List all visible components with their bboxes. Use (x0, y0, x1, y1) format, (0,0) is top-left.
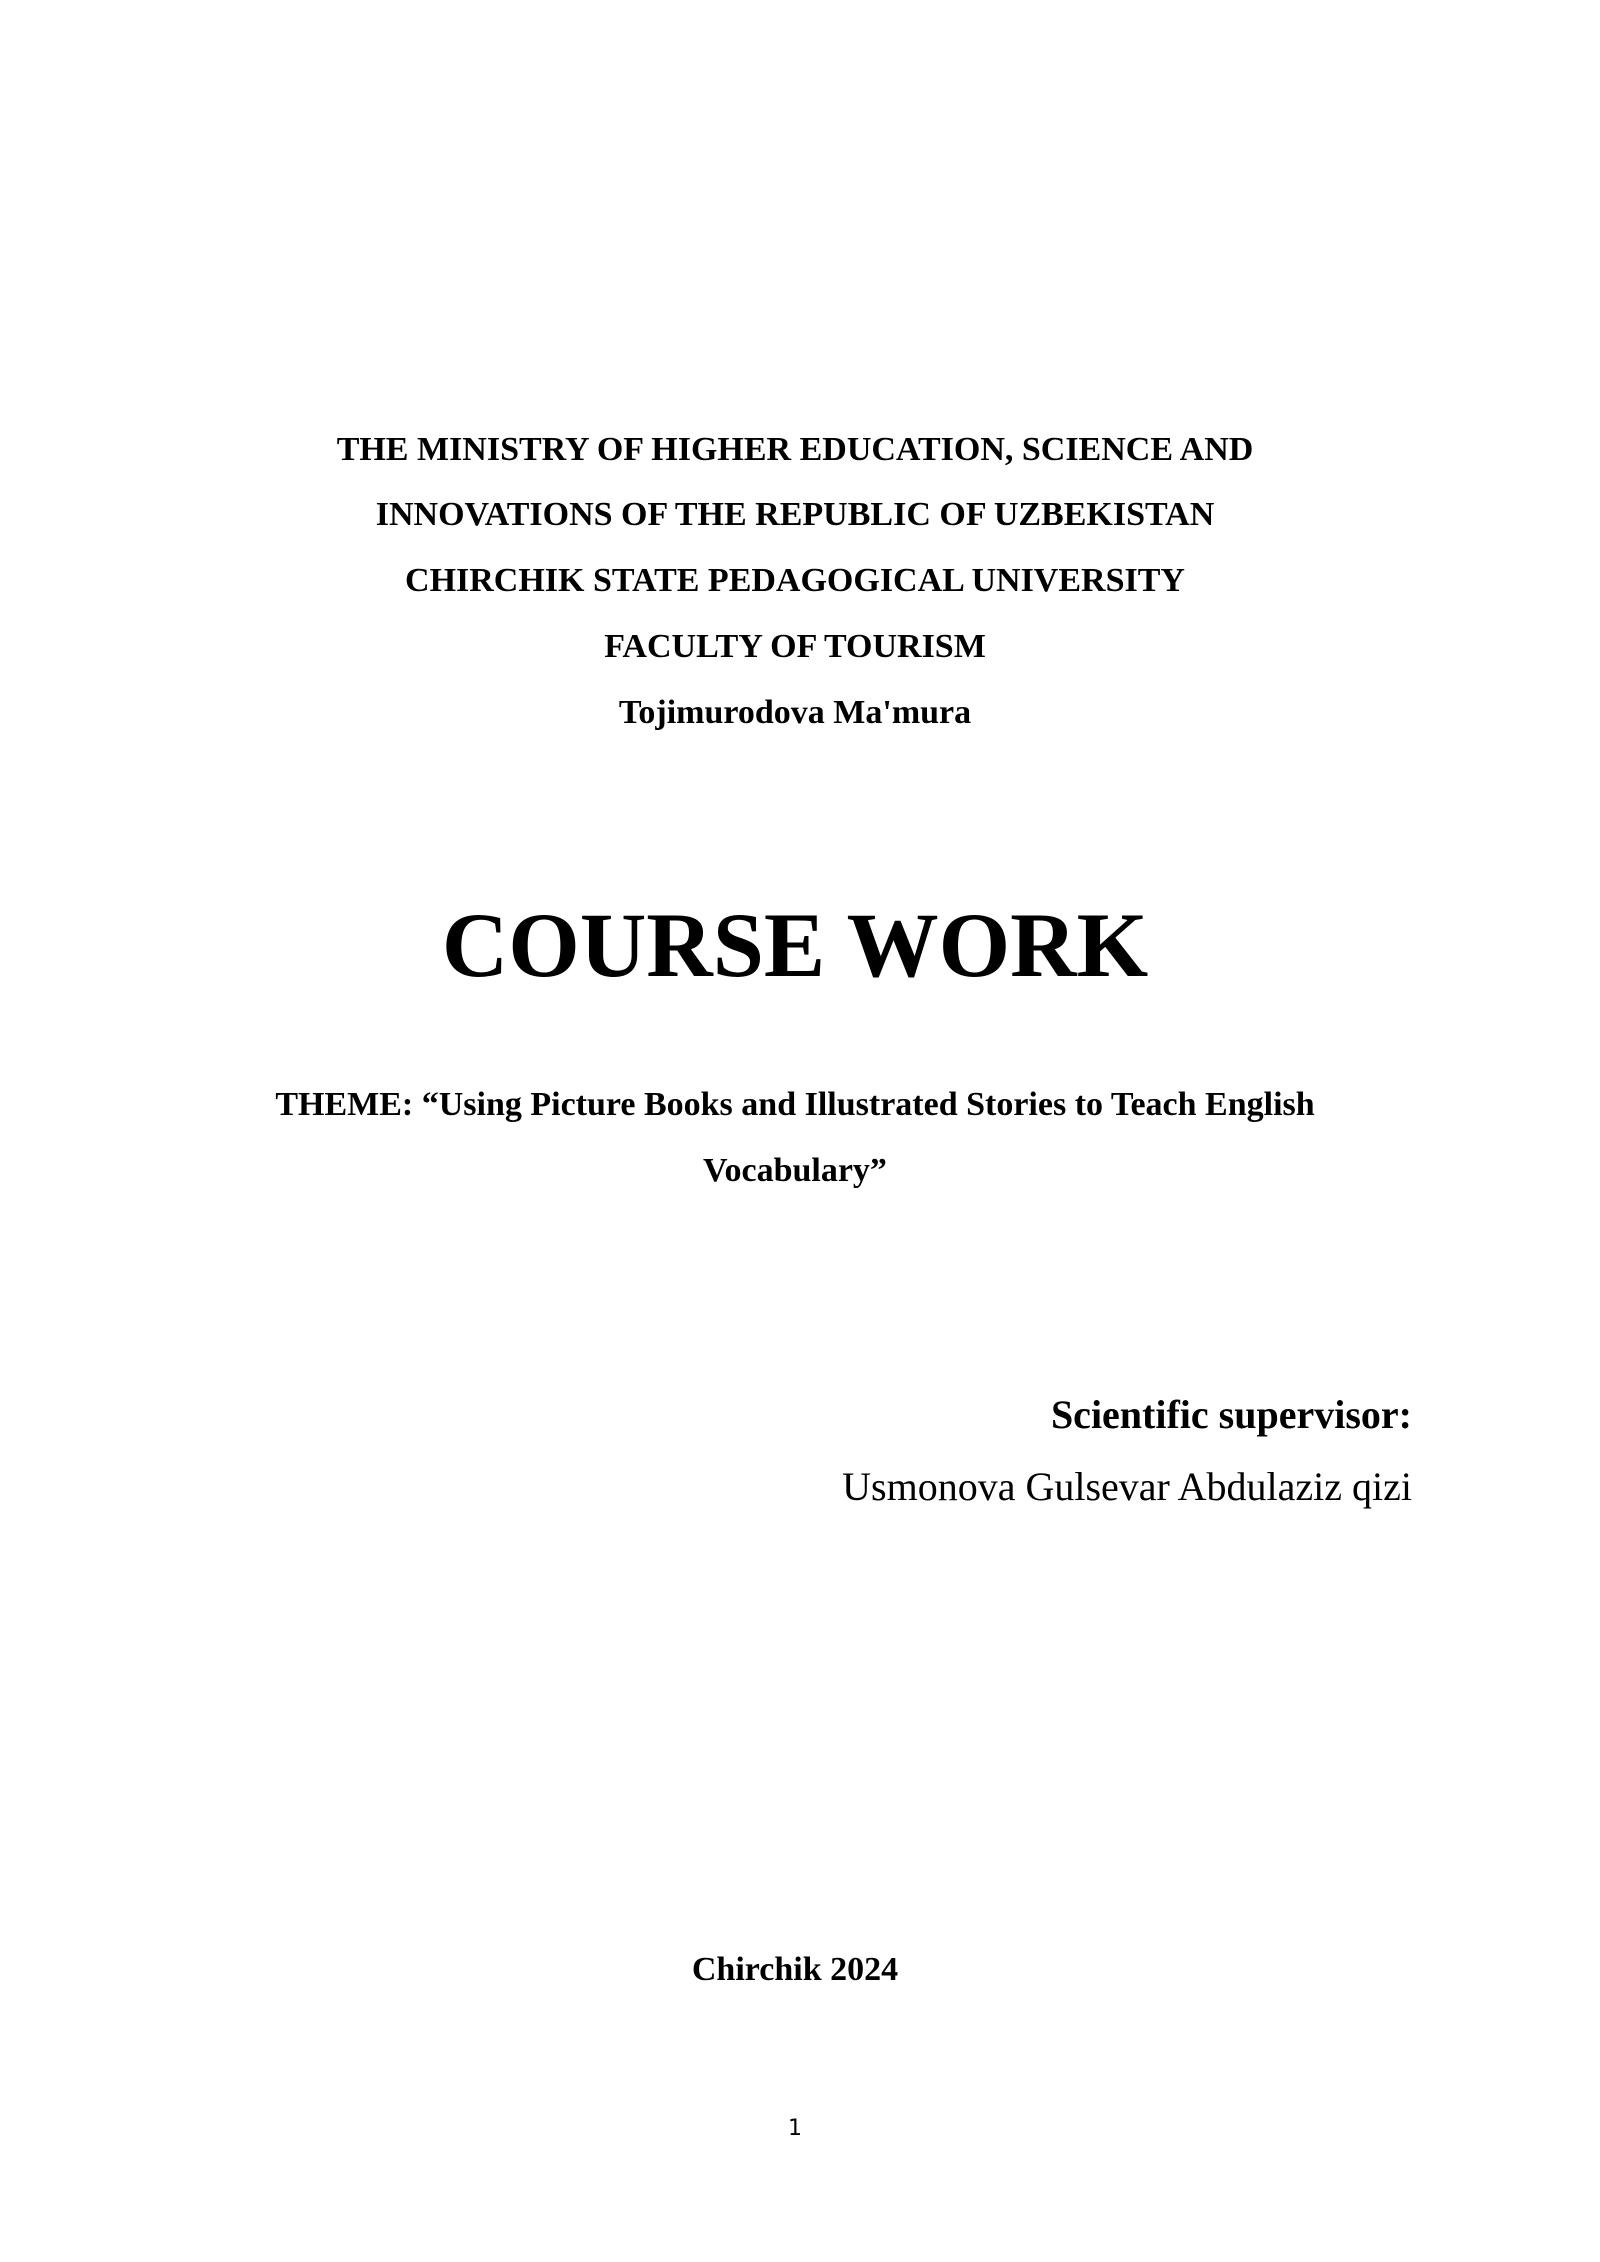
theme-line-2: Vocabulary” (703, 1152, 887, 1189)
theme-line-1: THEME: “Using Picture Books and Illustrated Stories to Teach English (275, 1086, 1315, 1123)
university-name: CHIRCHIK STATE PEDAGOGICAL UNIVERSITY (405, 562, 1185, 599)
author-name: Tojimurodova Ma'mura (618, 694, 972, 731)
faculty-name: FACULTY OF TOURISM (604, 628, 986, 665)
document-title: COURSE WORK (441, 894, 1149, 996)
page-number: 1 (788, 2116, 802, 2141)
city-year: Chirchik 2024 (691, 1951, 899, 1988)
ministry-line-2: INNOVATIONS OF THE REPUBLIC OF UZBEKISTAN (375, 496, 1215, 533)
ministry-line-1: THE MINISTRY OF HIGHER EDUCATION, SCIENCE AND (336, 431, 1254, 468)
supervisor-label: Scientific supervisor: (1050, 1392, 1412, 1437)
supervisor-name: Usmonova Gulsevar Abdulaziz qizi (842, 1464, 1412, 1509)
